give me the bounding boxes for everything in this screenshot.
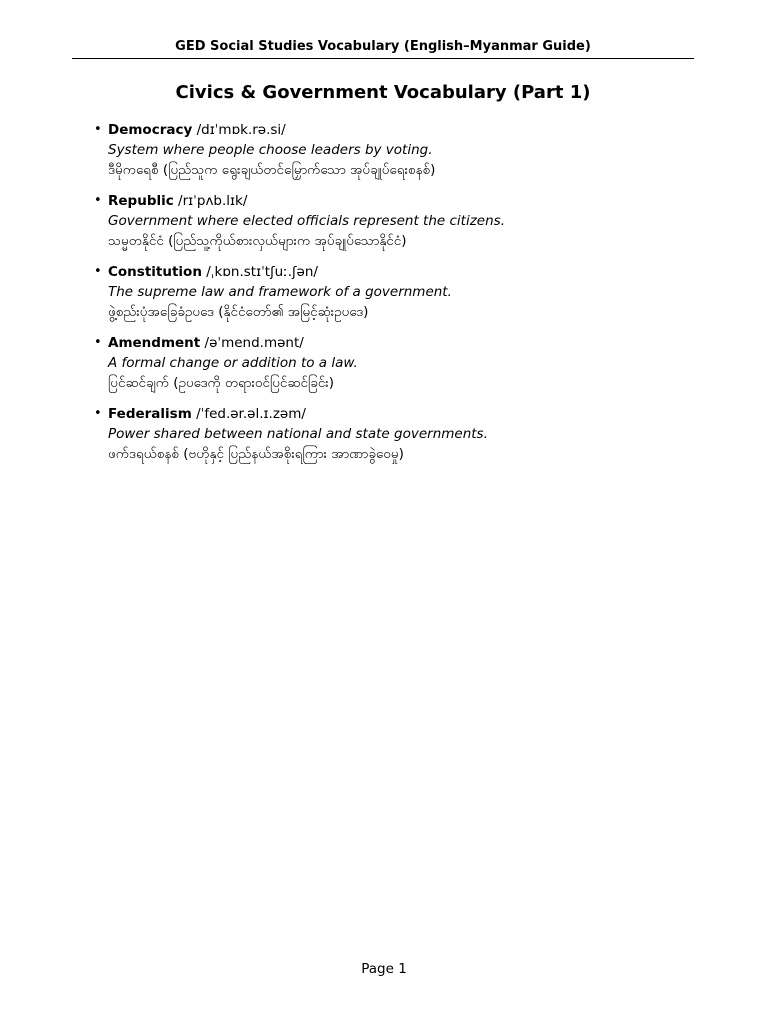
vocab-entry-republic <box>92 191 692 251</box>
term-line <box>108 120 692 140</box>
term-line <box>108 191 692 211</box>
bullet-icon: • <box>94 335 102 350</box>
vocab-entry-amendment <box>92 333 692 393</box>
vocab-translation: သမ္မတနိုင်ငံ (ပြည်သူ့ကိုယ်စားလှယ်များက အုပ်ချုပ်သောနိုင်ငံ) <box>108 233 407 249</box>
running-header: GED Social Studies Vocabulary (English–Myanmar Guide) <box>175 39 591 54</box>
term-line <box>108 404 692 424</box>
vocab-pronunciation: /əˈmend.mənt/ <box>204 335 304 351</box>
vocab-definition: A formal change or addition to a law. <box>108 355 358 371</box>
vocab-definition: System where people choose leaders by voting. <box>108 142 433 158</box>
bullet-icon: • <box>94 122 102 137</box>
vocab-term: Amendment <box>108 335 201 351</box>
vocab-definition: Government where elected officials represent the citizens. <box>108 213 505 229</box>
vocab-entry-democracy <box>92 120 692 180</box>
vocab-entry-constitution <box>92 262 692 322</box>
vocab-translation: ဖွဲ့စည်းပုံအခြေခံဥပဒေ (နိုင်ငံတော်၏ အမြင့်ဆုံးဥပဒေ) <box>108 304 369 320</box>
vocab-translation: ဖက်ဒရယ်စနစ် (ဗဟိုနှင့် ပြည်နယ်အစိုးရကြား အာဏာခွဲဝေမှု) <box>108 446 404 462</box>
vocab-definition: The supreme law and framework of a government. <box>108 284 452 300</box>
vocab-translation: ပြင်ဆင်ချက် (ဥပဒေကို တရားဝင်ပြင်ဆင်ခြင်း) <box>108 375 335 391</box>
bullet-icon: • <box>94 264 102 279</box>
vocabulary-list <box>92 120 692 475</box>
page-number: Page 1 <box>361 961 407 977</box>
bullet-icon: • <box>94 406 102 421</box>
vocab-term: Constitution <box>108 264 202 280</box>
term-line <box>108 333 692 353</box>
vocab-pronunciation: /rɪˈpʌb.lɪk/ <box>178 193 248 209</box>
vocab-term: Federalism <box>108 406 192 422</box>
vocab-pronunciation: /ˈfed.ər.əl.ɪ.zəm/ <box>196 406 306 422</box>
vocab-term: Republic <box>108 193 174 209</box>
term-line <box>108 262 692 282</box>
vocab-definition: Power shared between national and state governments. <box>108 426 488 442</box>
vocab-entry-federalism <box>92 404 692 464</box>
vocab-term: Democracy <box>108 122 193 138</box>
vocab-pronunciation: /ˌkɒn.stɪˈtʃuː.ʃən/ <box>206 264 318 280</box>
page-title: Civics & Government Vocabulary (Part 1) <box>175 82 591 103</box>
vocab-translation: ဒီမိုကရေစီ (ပြည်သူက ရွေးချယ်တင်မြှောက်သော အုပ်ချုပ်ရေးစနစ်) <box>108 162 436 178</box>
vocab-pronunciation: /dɪˈmɒk.rə.si/ <box>196 122 286 138</box>
header-rule <box>72 58 694 59</box>
bullet-icon: • <box>94 193 102 208</box>
